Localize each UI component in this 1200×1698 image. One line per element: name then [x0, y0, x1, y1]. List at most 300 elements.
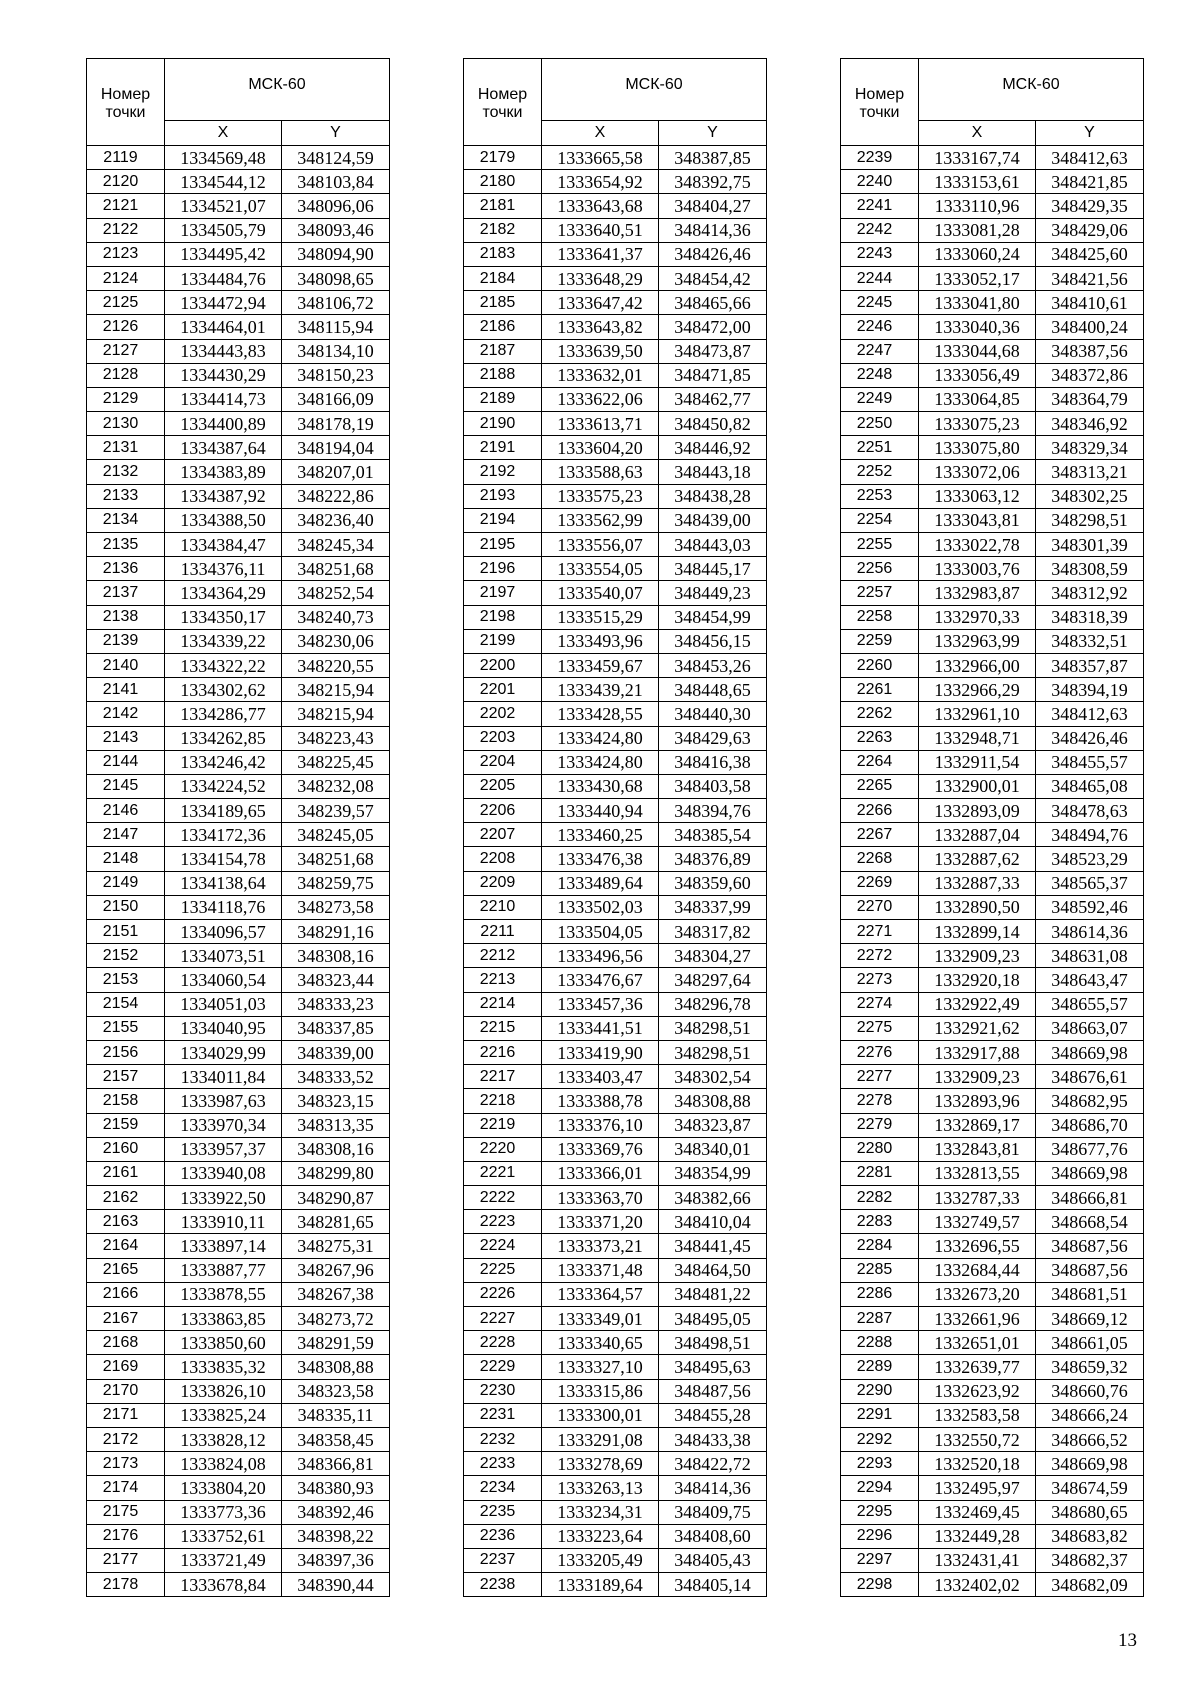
table-row [464, 1282, 767, 1306]
table-row [87, 799, 390, 823]
y-coordinate: 348677,76 [1036, 1137, 1144, 1161]
x-coordinate: 1334384,47 [165, 533, 282, 557]
table-row [87, 944, 390, 968]
table-row [841, 726, 1144, 750]
table-row [841, 484, 1144, 508]
point-number: 2199 [464, 629, 542, 653]
point-number: 2125 [87, 291, 165, 315]
point-number: 2215 [464, 1016, 542, 1040]
x-coordinate: 1334388,50 [165, 508, 282, 532]
table-row [841, 895, 1144, 919]
y-coordinate: 348335,11 [282, 1403, 390, 1427]
point-number: 2265 [841, 774, 919, 798]
y-coordinate: 348337,85 [282, 1016, 390, 1040]
table-row [464, 992, 767, 1016]
table-row [87, 557, 390, 581]
y-coordinate: 348426,46 [1036, 726, 1144, 750]
table-row [87, 194, 390, 218]
point-number: 2200 [464, 653, 542, 677]
y-coordinate: 348429,06 [1036, 218, 1144, 242]
table-row [464, 1524, 767, 1548]
x-coordinate: 1333773,36 [165, 1500, 282, 1524]
point-number: 2180 [464, 170, 542, 194]
point-number: 2172 [87, 1427, 165, 1451]
x-coordinate: 1334154,78 [165, 847, 282, 871]
table-row [841, 1403, 1144, 1427]
table-row [841, 460, 1144, 484]
table-row [87, 1234, 390, 1258]
point-number: 2207 [464, 823, 542, 847]
y-coordinate: 348669,12 [1036, 1307, 1144, 1331]
table-row [464, 1137, 767, 1161]
y-coordinate: 348354,99 [659, 1161, 767, 1185]
point-number: 2241 [841, 194, 919, 218]
x-coordinate: 1333063,12 [919, 484, 1036, 508]
point-number: 2177 [87, 1548, 165, 1572]
table-row [87, 1186, 390, 1210]
x-coordinate: 1333613,71 [542, 412, 659, 436]
y-coordinate: 348408,60 [659, 1524, 767, 1548]
y-coordinate: 348134,10 [282, 339, 390, 363]
x-coordinate: 1333721,49 [165, 1548, 282, 1572]
y-coordinate: 348410,61 [1036, 291, 1144, 315]
y-coordinate: 348405,43 [659, 1548, 767, 1572]
table-row [841, 581, 1144, 605]
y-coordinate: 348455,57 [1036, 750, 1144, 774]
x-coordinate: 1333075,23 [919, 412, 1036, 436]
table-row [464, 799, 767, 823]
point-number: 2222 [464, 1186, 542, 1210]
x-coordinate: 1332639,77 [919, 1355, 1036, 1379]
point-number: 2290 [841, 1379, 919, 1403]
x-coordinate: 1332583,58 [919, 1403, 1036, 1427]
x-coordinate: 1333957,37 [165, 1137, 282, 1161]
y-coordinate: 348323,44 [282, 968, 390, 992]
x-coordinate: 1334376,11 [165, 557, 282, 581]
x-coordinate: 1333022,78 [919, 533, 1036, 557]
table-row [464, 1452, 767, 1476]
point-number: 2278 [841, 1089, 919, 1113]
point-number: 2284 [841, 1234, 919, 1258]
x-coordinate: 1334414,73 [165, 387, 282, 411]
table-row [87, 218, 390, 242]
y-coordinate: 348390,44 [282, 1573, 390, 1597]
y-coordinate: 348631,08 [1036, 944, 1144, 968]
y-coordinate: 348394,19 [1036, 678, 1144, 702]
point-number: 2298 [841, 1573, 919, 1597]
x-coordinate: 1333887,77 [165, 1258, 282, 1282]
point-number: 2224 [464, 1234, 542, 1258]
y-coordinate: 348465,08 [1036, 774, 1144, 798]
point-number: 2124 [87, 266, 165, 290]
y-coordinate: 348454,42 [659, 266, 767, 290]
x-column-header: X [165, 121, 282, 146]
point-number: 2176 [87, 1524, 165, 1548]
table-row [464, 1258, 767, 1282]
point-number: 2204 [464, 750, 542, 774]
table-row [464, 1355, 767, 1379]
point-number: 2164 [87, 1234, 165, 1258]
y-coordinate: 348103,84 [282, 170, 390, 194]
x-coordinate: 1333897,14 [165, 1234, 282, 1258]
table-row [841, 170, 1144, 194]
y-coordinate: 348220,55 [282, 653, 390, 677]
y-coordinate: 348245,05 [282, 823, 390, 847]
point-number: 2208 [464, 847, 542, 871]
table-row [841, 218, 1144, 242]
table-row [87, 750, 390, 774]
x-coordinate: 1332495,97 [919, 1476, 1036, 1500]
table-row [464, 774, 767, 798]
table-row [841, 1282, 1144, 1306]
x-coordinate: 1332843,81 [919, 1137, 1036, 1161]
point-number: 2136 [87, 557, 165, 581]
point-number: 2254 [841, 508, 919, 532]
y-coordinate: 348414,36 [659, 1476, 767, 1500]
point-number-header [87, 59, 165, 146]
y-column-header: Y [282, 121, 390, 146]
point-number: 2143 [87, 726, 165, 750]
point-number: 2192 [464, 460, 542, 484]
point-number: 2253 [841, 484, 919, 508]
x-coordinate: 1333554,05 [542, 557, 659, 581]
table-row [464, 146, 767, 170]
table-row [841, 1500, 1144, 1524]
x-coordinate: 1333110,96 [919, 194, 1036, 218]
y-coordinate: 348400,24 [1036, 315, 1144, 339]
x-coordinate: 1333291,08 [542, 1427, 659, 1451]
y-coordinate: 348674,59 [1036, 1476, 1144, 1500]
point-number: 2193 [464, 484, 542, 508]
y-coordinate: 348359,60 [659, 871, 767, 895]
y-coordinate: 348414,36 [659, 218, 767, 242]
point-number: 2247 [841, 339, 919, 363]
y-coordinate: 348232,08 [282, 774, 390, 798]
y-coordinate: 348421,85 [1036, 170, 1144, 194]
y-coordinate: 348495,63 [659, 1355, 767, 1379]
y-coordinate: 348465,66 [659, 291, 767, 315]
point-number: 2266 [841, 799, 919, 823]
x-coordinate: 1333424,80 [542, 750, 659, 774]
table-row [841, 678, 1144, 702]
y-coordinate: 348245,34 [282, 533, 390, 557]
table-row [87, 1403, 390, 1427]
y-coordinate: 348397,36 [282, 1548, 390, 1572]
table-row [464, 1403, 767, 1427]
y-coordinate: 348239,57 [282, 799, 390, 823]
x-coordinate: 1332900,01 [919, 774, 1036, 798]
table-row [464, 1379, 767, 1403]
table-row [841, 1137, 1144, 1161]
table-row [464, 460, 767, 484]
y-coordinate: 348687,56 [1036, 1258, 1144, 1282]
point-number: 2127 [87, 339, 165, 363]
point-number: 2141 [87, 678, 165, 702]
table-row [841, 629, 1144, 653]
y-coordinate: 348454,99 [659, 605, 767, 629]
y-coordinate: 348194,04 [282, 436, 390, 460]
table-row [464, 1065, 767, 1089]
table-row [841, 1161, 1144, 1185]
point-number: 2246 [841, 315, 919, 339]
y-coordinate: 348290,87 [282, 1186, 390, 1210]
point-number: 2187 [464, 339, 542, 363]
table-row [841, 1016, 1144, 1040]
y-coordinate: 348412,63 [1036, 702, 1144, 726]
x-coordinate: 1333234,31 [542, 1500, 659, 1524]
point-number: 2156 [87, 1040, 165, 1064]
point-number: 2150 [87, 895, 165, 919]
point-number: 2142 [87, 702, 165, 726]
point-number: 2135 [87, 533, 165, 557]
x-coordinate: 1334383,89 [165, 460, 282, 484]
y-coordinate: 348481,22 [659, 1282, 767, 1306]
y-coordinate: 348301,39 [1036, 533, 1144, 557]
point-number: 2219 [464, 1113, 542, 1137]
y-coordinate: 348275,31 [282, 1234, 390, 1258]
y-coordinate: 348318,39 [1036, 605, 1144, 629]
y-coordinate: 348438,28 [659, 484, 767, 508]
point-number: 2289 [841, 1355, 919, 1379]
table-row [841, 1427, 1144, 1451]
table-row [87, 1524, 390, 1548]
point-number: 2128 [87, 363, 165, 387]
table-row [87, 1379, 390, 1403]
table-row [464, 726, 767, 750]
y-coordinate: 348308,59 [1036, 557, 1144, 581]
point-number: 2213 [464, 968, 542, 992]
x-coordinate: 1334189,65 [165, 799, 282, 823]
x-coordinate: 1333153,61 [919, 170, 1036, 194]
x-coordinate: 1332402,02 [919, 1573, 1036, 1597]
table-row [464, 1089, 767, 1113]
table-row [841, 750, 1144, 774]
point-number: 2262 [841, 702, 919, 726]
table-row [841, 508, 1144, 532]
y-coordinate: 348410,04 [659, 1210, 767, 1234]
y-coordinate: 348666,52 [1036, 1427, 1144, 1451]
point-number: 2296 [841, 1524, 919, 1548]
point-number: 2293 [841, 1452, 919, 1476]
point-number: 2218 [464, 1089, 542, 1113]
point-number: 2210 [464, 895, 542, 919]
x-coordinate: 1333366,01 [542, 1161, 659, 1185]
y-coordinate: 348392,75 [659, 170, 767, 194]
table-row [841, 1379, 1144, 1403]
y-coordinate: 348312,92 [1036, 581, 1144, 605]
coordinate-system-header: МСК-60 [165, 59, 390, 121]
point-number: 2267 [841, 823, 919, 847]
table-row [87, 1016, 390, 1040]
table-row [841, 1524, 1144, 1548]
point-number: 2234 [464, 1476, 542, 1500]
y-coordinate: 348453,26 [659, 653, 767, 677]
point-number: 2132 [87, 460, 165, 484]
x-coordinate: 1332917,88 [919, 1040, 1036, 1064]
table-row [464, 557, 767, 581]
point-number: 2220 [464, 1137, 542, 1161]
x-coordinate: 1334484,76 [165, 266, 282, 290]
point-number: 2257 [841, 581, 919, 605]
x-coordinate: 1334387,92 [165, 484, 282, 508]
point-number: 2239 [841, 146, 919, 170]
point-number: 2147 [87, 823, 165, 847]
x-coordinate: 1332887,33 [919, 871, 1036, 895]
table-row [464, 218, 767, 242]
table-row [464, 363, 767, 387]
y-coordinate: 348215,94 [282, 702, 390, 726]
table-row [841, 533, 1144, 557]
y-coordinate: 348267,38 [282, 1282, 390, 1306]
table-row [87, 629, 390, 653]
y-coordinate: 348443,18 [659, 460, 767, 484]
point-number: 2169 [87, 1355, 165, 1379]
y-coordinate: 348464,50 [659, 1258, 767, 1282]
point-number: 2163 [87, 1210, 165, 1234]
y-coordinate: 348124,59 [282, 146, 390, 170]
x-coordinate: 1333604,20 [542, 436, 659, 460]
table-row [464, 581, 767, 605]
table-row [464, 629, 767, 653]
point-number: 2294 [841, 1476, 919, 1500]
x-coordinate: 1333371,48 [542, 1258, 659, 1282]
y-coordinate: 348450,82 [659, 412, 767, 436]
table-row [464, 1040, 767, 1064]
table-row [87, 920, 390, 944]
point-number: 2245 [841, 291, 919, 315]
y-coordinate: 348308,88 [282, 1355, 390, 1379]
table-row [841, 605, 1144, 629]
point-number: 2260 [841, 653, 919, 677]
table-row [464, 387, 767, 411]
y-coordinate: 348682,95 [1036, 1089, 1144, 1113]
x-coordinate: 1333075,80 [919, 436, 1036, 460]
x-column-header: X [542, 121, 659, 146]
y-coordinate: 348456,15 [659, 629, 767, 653]
table-row [87, 871, 390, 895]
x-coordinate: 1332787,33 [919, 1186, 1036, 1210]
point-number: 2240 [841, 170, 919, 194]
x-coordinate: 1333504,05 [542, 920, 659, 944]
point-number: 2211 [464, 920, 542, 944]
x-coordinate: 1333424,80 [542, 726, 659, 750]
table-row [464, 847, 767, 871]
y-coordinate: 348682,37 [1036, 1548, 1144, 1572]
point-number-header-label: Номер точки [100, 86, 151, 121]
y-coordinate: 348207,01 [282, 460, 390, 484]
table-row [464, 291, 767, 315]
table-row [87, 266, 390, 290]
point-number: 2121 [87, 194, 165, 218]
x-coordinate: 1333940,08 [165, 1161, 282, 1185]
coordinates-table [86, 58, 390, 1597]
table-row [841, 871, 1144, 895]
point-number: 2286 [841, 1282, 919, 1306]
table-row [841, 1307, 1144, 1331]
table-row [464, 1113, 767, 1137]
y-coordinate: 348668,54 [1036, 1210, 1144, 1234]
x-coordinate: 1333072,06 [919, 460, 1036, 484]
x-coordinate: 1333970,34 [165, 1113, 282, 1137]
y-coordinate: 348366,81 [282, 1452, 390, 1476]
table-row [464, 1307, 767, 1331]
point-number: 2270 [841, 895, 919, 919]
table-row [87, 653, 390, 677]
point-number: 2263 [841, 726, 919, 750]
x-coordinate: 1333640,51 [542, 218, 659, 242]
y-coordinate: 348472,00 [659, 315, 767, 339]
y-coordinate: 348297,64 [659, 968, 767, 992]
table-row [841, 992, 1144, 1016]
table-row [841, 653, 1144, 677]
y-coordinate: 348445,17 [659, 557, 767, 581]
table-row [464, 1210, 767, 1234]
table-row [841, 1355, 1144, 1379]
x-coordinate: 1334172,36 [165, 823, 282, 847]
x-coordinate: 1333040,36 [919, 315, 1036, 339]
point-number: 2250 [841, 412, 919, 436]
y-coordinate: 348302,54 [659, 1065, 767, 1089]
y-coordinate: 348251,68 [282, 557, 390, 581]
table-row [841, 146, 1144, 170]
x-coordinate: 1333641,37 [542, 242, 659, 266]
x-coordinate: 1333648,29 [542, 266, 659, 290]
table-row [841, 1548, 1144, 1572]
point-number: 2133 [87, 484, 165, 508]
x-coordinate: 1334339,22 [165, 629, 282, 653]
x-coordinate: 1334138,64 [165, 871, 282, 895]
y-coordinate: 348669,98 [1036, 1040, 1144, 1064]
coordinates-table [840, 58, 1144, 1597]
point-number: 2271 [841, 920, 919, 944]
table-row [464, 1331, 767, 1355]
table-row [87, 678, 390, 702]
y-coordinate: 348281,65 [282, 1210, 390, 1234]
point-number: 2201 [464, 678, 542, 702]
point-number: 2178 [87, 1573, 165, 1597]
table-row [87, 1210, 390, 1234]
x-coordinate: 1333643,68 [542, 194, 659, 218]
point-number: 2149 [87, 871, 165, 895]
table-row [841, 194, 1144, 218]
x-coordinate: 1333632,01 [542, 363, 659, 387]
x-coordinate: 1334443,83 [165, 339, 282, 363]
point-number: 2160 [87, 1137, 165, 1161]
x-coordinate: 1334544,12 [165, 170, 282, 194]
x-coordinate: 1333575,23 [542, 484, 659, 508]
point-number: 2174 [87, 1476, 165, 1500]
x-coordinate: 1332909,23 [919, 1065, 1036, 1089]
y-coordinate: 348523,29 [1036, 847, 1144, 871]
table-row [464, 1186, 767, 1210]
table-row [464, 944, 767, 968]
point-number: 2152 [87, 944, 165, 968]
table-row [87, 1331, 390, 1355]
point-number: 2179 [464, 146, 542, 170]
point-number: 2186 [464, 315, 542, 339]
page-number: 13 [1118, 1630, 1137, 1651]
x-coordinate: 1334302,62 [165, 678, 282, 702]
point-number: 2249 [841, 387, 919, 411]
point-number: 2292 [841, 1427, 919, 1451]
x-coordinate: 1333278,69 [542, 1452, 659, 1476]
y-coordinate: 348273,58 [282, 895, 390, 919]
y-coordinate: 348302,25 [1036, 484, 1144, 508]
point-number: 2231 [464, 1403, 542, 1427]
x-coordinate: 1333364,57 [542, 1282, 659, 1306]
y-coordinate: 348614,36 [1036, 920, 1144, 944]
x-coordinate: 1332911,54 [919, 750, 1036, 774]
